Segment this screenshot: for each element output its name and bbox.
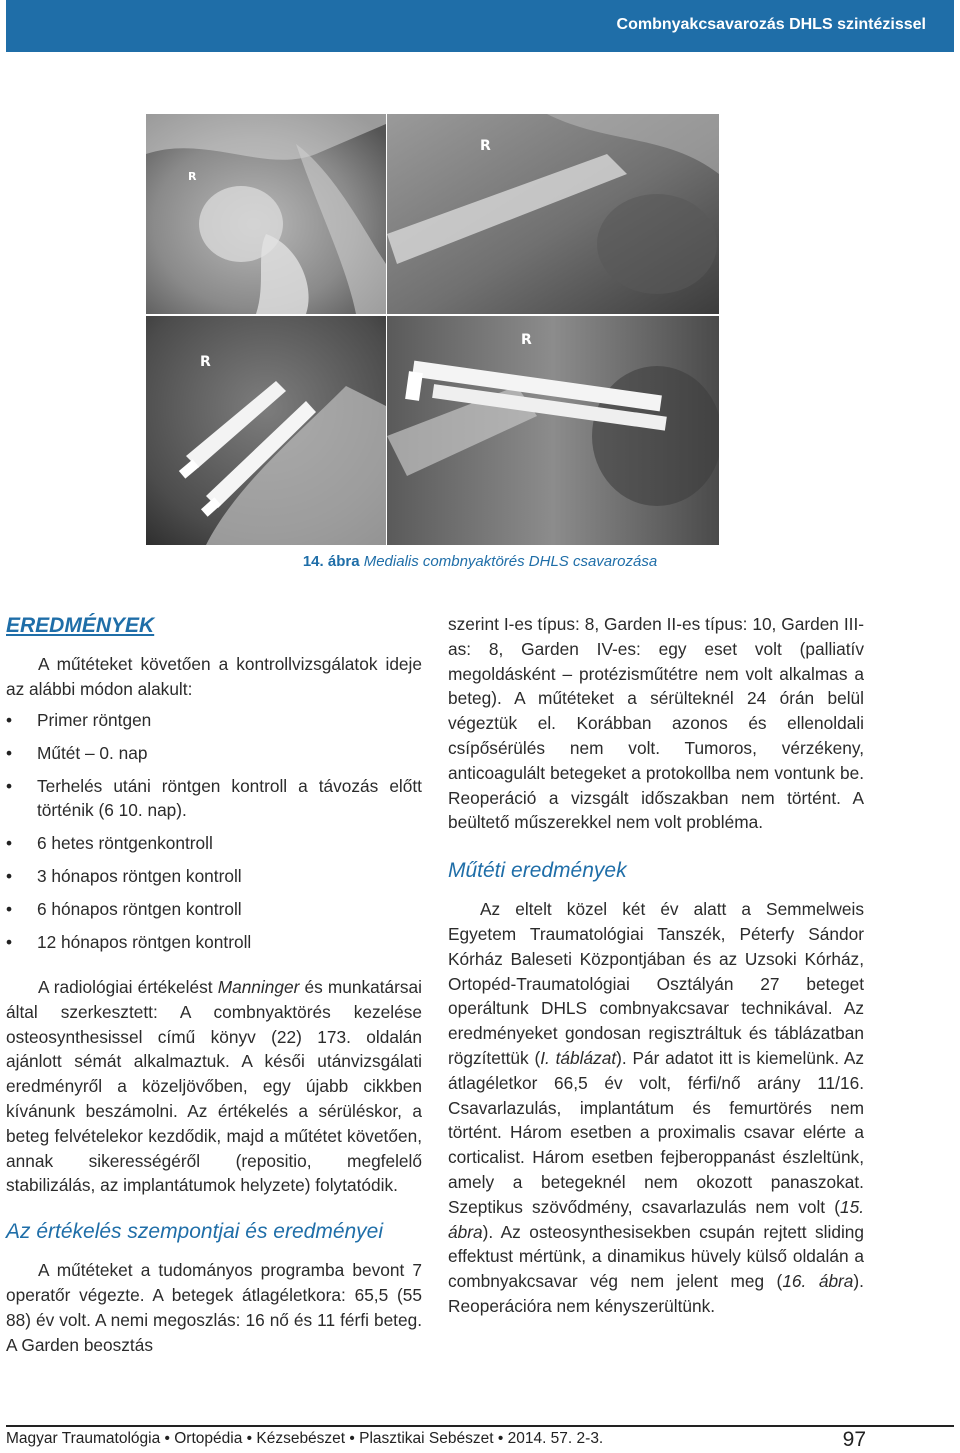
garden-paragraph: szerint I-es típus: 8, Garden II-es típus: 10, Garden III-as: 8, Garden IV-es: egy eset volt (palliatív megoldásként – protézisműtétre nem volt alkalmas a beteg). A műtéteket a sérülteknél 24 órán belül végeztük el. Korábban azonos és ellenoldali csípősérülés nem volt. Tumoros, vérzékeny, anticoagulált betegeket a protokollba nem vontunk be. Reoperáció a vizsgált időszakban nem történt. A beültető műszerekkel nem volt probléma.: [448, 614, 864, 833]
header-bar: [6, 0, 954, 52]
list-item: • 6 hónapos röntgen kontroll: [6, 897, 422, 922]
footer-rule: [6, 1425, 954, 1427]
figure-reference: 15. ábra: [448, 1196, 864, 1242]
list-item: • 6 hetes röntgenkontroll: [6, 831, 422, 856]
xray-panel-top-right: [387, 114, 719, 314]
running-title: Combnyakcsavarozás DHLS szintézissel: [616, 16, 926, 33]
list-item: • Primer röntgen: [6, 708, 422, 733]
xray-panel-bottom-left: [146, 316, 386, 545]
list-item: • Műtét – 0. nap: [6, 741, 422, 766]
right-column: [448, 612, 864, 1319]
xray-label-r: R: [200, 354, 211, 370]
journal-footer: Magyar Traumatológia • Ortopédia • Kézsebészet • Plasztikai Sebészet • 2014. 57. 2-3.: [6, 1430, 604, 1447]
table-reference: I. táblázat: [540, 1047, 617, 1068]
figure-reference: 16. ábra: [782, 1271, 854, 1292]
text-run: ). Az osteosynthesisekben csupán rejtett sliding effektust mértünk, a dinamikus hüvely külső oldalán a combnyakcsavar vég nem jelent meg (: [448, 1221, 864, 1292]
xray-image: [387, 316, 719, 545]
control-schedule-list: [6, 708, 422, 956]
xray-panel-bottom-right: [387, 316, 719, 545]
text-run: és munkatársai által szerkesztett: A combnyaktörés kezelése osteosynthesissel című könyv (22) 173. oldalán ajánlott sémát alkalmaztuk. A késői utánvizsgálati eredményről a közeljövőben, egy újabb cikkben kívánunk beszámolni. Az értékelés a sérüléskor, a beteg felvételekor kezdődik, majd a műtétet követően, annak sikerességéről (repositio, megfelelő stabilizálás, az implantátumok helyzete) folytatódik.: [6, 977, 422, 1196]
xray-label-r: R: [188, 170, 197, 183]
xray-image: [146, 316, 386, 545]
list-item: • 3 hónapos röntgen kontroll: [6, 864, 422, 889]
xray-image: [146, 114, 386, 314]
radiology-paragraph: [6, 975, 422, 1198]
text-run: A radiológiai értékelést: [38, 977, 218, 998]
section-heading-surgical-results: Műtéti eredmények: [448, 859, 627, 883]
page-number: 97: [842, 1428, 866, 1451]
figure-caption: [0, 553, 960, 570]
section-heading-evaluation: Az értékelés szempontjai és eredményei: [6, 1220, 384, 1244]
list-item: • Terhelés utáni röntgen kontroll a távozás előtt történik (6 10. nap).: [6, 774, 422, 824]
text-run: Az eltelt közel két év alatt a Semmelweis Egyetem Traumatológiai Tanszék, Péterfy Sándor Kórház Baleseti Központjában és az Uzsoki Kórház, Ortopéd-Traumatológiai Osztályán 27 beteget operáltunk DHLS combnyakcsavar technikával. Az eredményeket gondosan regisztráltuk és táblázatban rögzítettük (: [448, 899, 864, 1068]
xray-label-r: R: [521, 332, 532, 348]
caption-text: Medialis combnyaktörés DHLS csavarozása: [363, 553, 658, 570]
xray-image: [387, 114, 719, 314]
xray-figure: [146, 114, 719, 545]
caption-number: 14. ábra: [302, 553, 360, 570]
xray-label-r: R: [480, 138, 491, 154]
section-heading-results: EREDMÉNYEK: [6, 614, 155, 637]
results-intro: A műtéteket követően a kontrollvizsgálatok ideje az alábbi módon alakult:: [6, 654, 422, 699]
operators-paragraph: A műtéteket a tudományos programba bevont 7 operatőr végezte. A betegek átlagéletkora: 65,5 (55 88) év volt. A nemi megoszlás: 16 nő és 11 férfi beteg. A Garden beosztás: [6, 1260, 422, 1355]
list-item: • 12 hónapos röntgen kontroll: [6, 930, 422, 955]
left-column: [6, 612, 422, 1357]
xray-panel-top-left: [146, 114, 386, 314]
surgical-results-paragraph: [448, 897, 864, 1319]
author-name: Manninger: [217, 977, 300, 998]
text-run: ). Reoperációra nem kényszerültünk.: [448, 1271, 864, 1316]
text-run: ). Pár adatot itt is kiemelünk. Az átlagéletkor 66,5 év volt, férfi/nő arány 11/16. Csavarlazulás, implantátum és femurtörés nem történt. Három esetben a proximalis csavar elérte a corticalist. Három esetben fejberoppanást észleltünk, amely a betegeknél nem okozott panaszokat. Szeptikus szövődmény, csavarlazulás nem volt (: [448, 1047, 864, 1217]
